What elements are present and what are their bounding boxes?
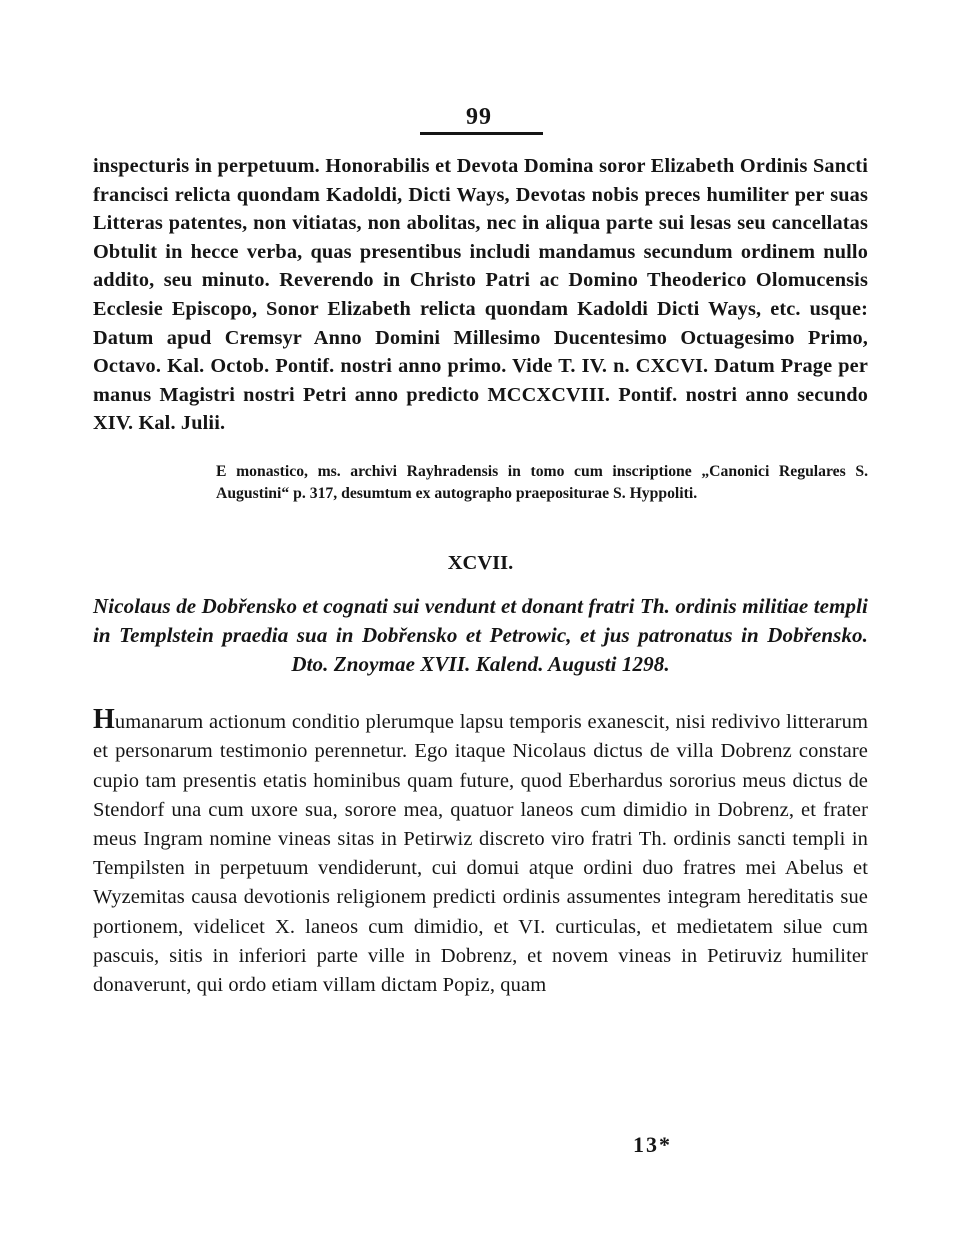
source-note: E monastico, ms. archivi Rayhradensis in tomo cum inscriptione „Canonici Regulares S. Augustini“ p. 317, desumtum ex autographo praepositurae S. Hyppoliti. <box>216 462 868 503</box>
charter-heading: Nicolaus de Dobřensko et cognati sui vendunt et donant fratri Th. ordinis militiae templi in Templstein praedia sua in Dobřensko et Petrowic, et jus patronatus in Dobřensko. Dto. Znoymae XVII. Kalend. Augusti 1298. <box>93 594 868 676</box>
charter-body: Humanarum actionum conditio plerumque lapsu temporis exanescit, nisi redivivo litterarum et personarum testimonio perennetur. Ego itaque Nicolaus dictus de villa Dobrenz constare cupio tam presentis etatis hominibus quam future, quod Eberhardus sororius meus dictus de Stendorf una cum uxore sua, sorore mea, quatuor laneos cum dimidio in Dobrenz, et frater meus Ingram nomine vineas sitas in Petirwiz discreto viro fratri Th. ordinis sancti templi in Tempilsten in perpetuum vendiderunt, cui domui atque ordini duo fratres mei Abelus et Wyzemitas causa devotionis religionem predicti ordinis assumentes integram hereditatis sue portionem, videlicet X. laneos cum dimidio, et VI. curticulas, et medietatem silue cum pascuis, sitis in inferiori parte ville in Dobrenz, et novem vineas in Petiruviz humiliter donaverunt, qui ordo etiam villam dictam Popiz, quam <box>93 704 868 996</box>
header-rule <box>420 132 543 135</box>
signature-mark: 13* <box>633 1132 672 1157</box>
continued-charter-text: inspecturis in perpetuum. Honorabilis et Devota Domina soror Elizabeth Ordinis Sancti francisci relicta quondam Kadoldi, Dicti Ways, Devotas nobis preces humiliter per suas Litteras patentes, non vitiatas, non abolitas, nec in aliqua parte sui lesas seu cancellatas Obtulit in hecce verba, quas presentibus includi mandamus secundum ordinem nullo addito, seu minuto. Reverendo in Christo Patri ac Domino Theoderico Olomucensis Ecclesie Episcopo, Sonor Elizabeth relicta quondam Kadoldi Dicti Ways, etc. usque: Datum apud Cremsyr Anno Domini Millesimo Ducentesimo Octuagesimo Primo, Octavo. Kal. Octob. Pontif. nostri anno primo. Vide T. IV. n. CXCVI. Datum Prage per manus Magistri nostri Petri anno predicto MCCXCVIII. Pontif. nostri anno secundo XIV. Kal. Julii. <box>93 155 868 435</box>
page-header <box>93 100 868 140</box>
charter-number: XCVII. <box>447 552 514 575</box>
page-number: 99 <box>466 104 492 130</box>
document-page <box>93 100 868 1000</box>
